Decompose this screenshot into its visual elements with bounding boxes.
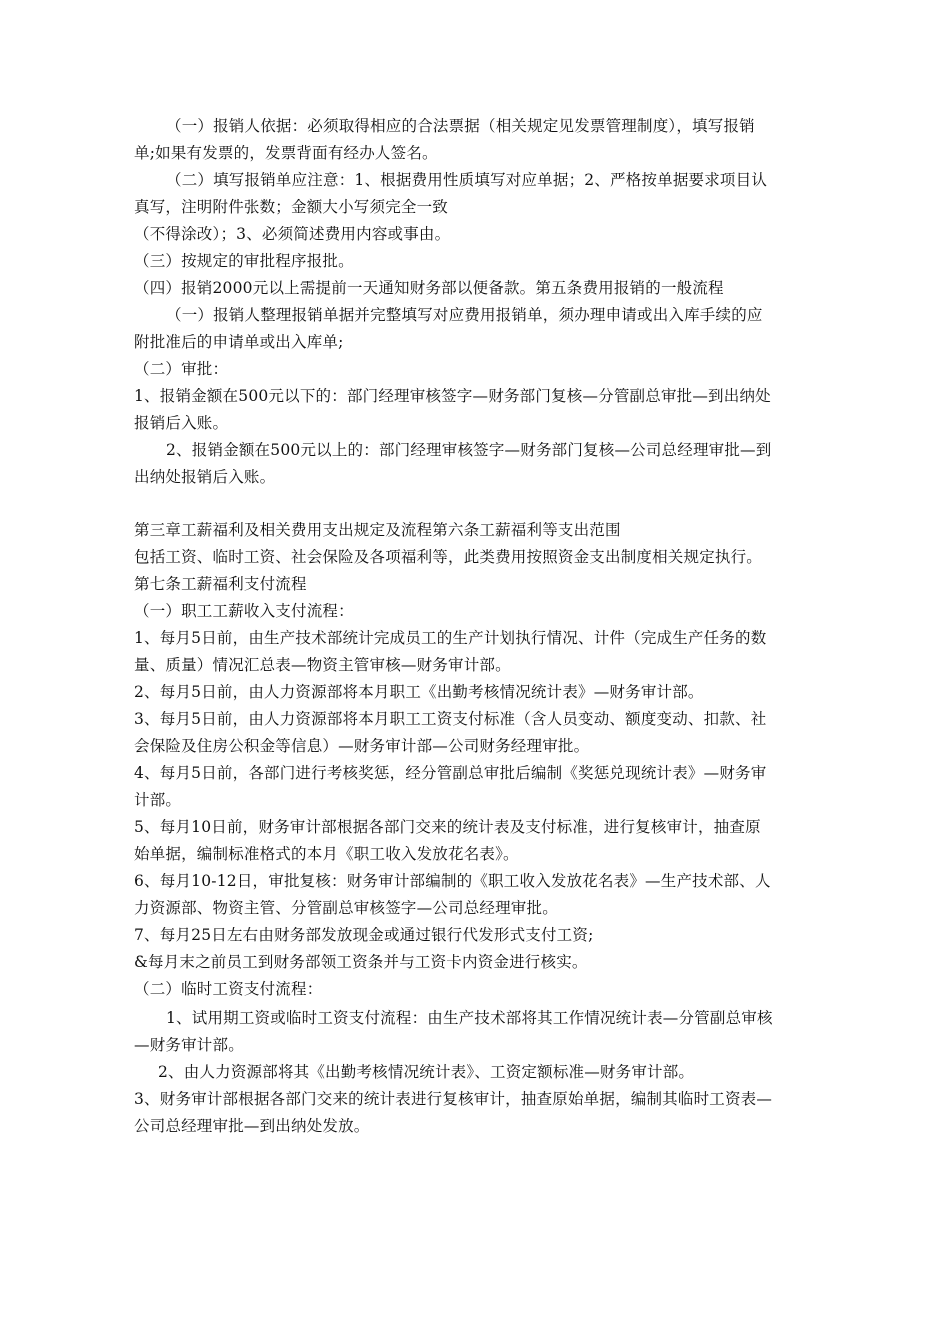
text-line: （二）审批：: [134, 360, 229, 378]
text-line: （二）填写报销单应注意：1、根据费用性质填写对应单据；2、严格按单据要求项目认: [166, 171, 768, 189]
text-line: 3、财务审计部根据各部门交来的统计表进行复核审计，抽查原始单据，编制其临时工资表—: [134, 1090, 773, 1108]
text-line: 2、由人力资源部将其《出勤考核情况统计表》、工资定额标准—财务审计部。: [158, 1063, 695, 1081]
text-line: 量、质量）情况汇总表—物资主管审核—财务审计部。: [134, 656, 511, 674]
text-line: 2、每月5日前，由人力资源部将本月职工《出勤考核情况统计表》—财务审计部。: [134, 683, 704, 701]
text-line: 7、每月25日左右由财务部发放现金或通过银行代发形式支付工资;: [134, 926, 594, 944]
text-line: 报销后入账。: [134, 414, 229, 432]
text-line: 第七条工薪福利支付流程: [134, 575, 307, 593]
text-line: 力资源部、物资主管、分管副总审核签字—公司总经理审批。: [134, 899, 558, 917]
text-line: 会保险及住房公积金等信息）—财务审计部—公司财务经理审批。: [134, 737, 590, 755]
text-line: （一）报销人整理报销单据并完整填写对应费用报销单，须办理申请或出入库手续的应: [166, 306, 763, 324]
text-line: —财务审计部。: [134, 1036, 244, 1054]
text-line: （二）临时工资支付流程：: [134, 980, 323, 998]
text-line: 包括工资、临时工资、社会保险及各项福利等，此类费用按照资金支出制度相关规定执行。: [134, 548, 763, 566]
text-line: 1、每月5日前，由生产技术部统计完成员工的生产计划执行情况、计件（完成生产任务的数: [134, 629, 767, 647]
text-line: 始单据，编制标准格式的本月《职工收入发放花名表》。: [134, 845, 519, 863]
text-line: 1、报销金额在500元以下的：部门经理审核签字—财务部门复核—分管副总审批—到出纳处: [134, 387, 771, 405]
text-line: 计部。: [134, 791, 182, 809]
text-line: &每月末之前员工到财务部领工资条并与工资卡内资金进行核实。: [134, 953, 588, 971]
text-line: 单;如果有发票的，发票背面有经办人签名。: [134, 144, 438, 162]
text-line: 2、报销金额在500元以上的：部门经理审核签字—财务部门复核—公司总经理审批—到: [166, 441, 772, 459]
text-line: （不得涂改）；3、必须简述费用内容或事由。: [134, 225, 451, 243]
text-line: 真写，注明附件张数；金额大小写须完全一致: [134, 198, 449, 216]
text-line: 4、每月5日前，各部门进行考核奖惩，经分管副总审批后编制《奖惩兑现统计表》—财务审: [134, 764, 767, 782]
text-line: （三）按规定的审批程序报批。: [134, 252, 354, 270]
text-line: 公司总经理审批—到出纳处发放。: [134, 1117, 370, 1135]
text-line: 3、每月5日前，由人力资源部将本月职工工资支付标准（含人员变动、额度变动、扣款、社: [134, 710, 767, 728]
text-line: （一）职工工薪收入支付流程：: [134, 602, 354, 620]
text-line: 5、每月10日前，财务审计部根据各部门交来的统计表及支付标准，进行复核审计，抽查原: [134, 818, 761, 836]
text-line: 6、每月10-12日，审批复核：财务审计部编制的《职工收入发放花名表》—生产技术部、人: [134, 872, 771, 890]
text-line: 第三章工薪福利及相关费用支出规定及流程第六条工薪福利等支出范围: [134, 521, 621, 539]
text-line: （一）报销人依据：必须取得相应的合法票据（相关规定见发票管理制度），填写报销: [166, 117, 755, 135]
text-line: 1、试用期工资或临时工资支付流程：由生产技术部将其工作情况统计表—分管副总审核: [166, 1009, 773, 1027]
text-line: 出纳处报销后入账。: [134, 468, 276, 486]
text-line: 附批准后的申请单或出入库单;: [134, 333, 344, 351]
text-line: （四）报销2000元以上需提前一天通知财务部以便备款。第五条费用报销的一般流程: [134, 279, 724, 297]
